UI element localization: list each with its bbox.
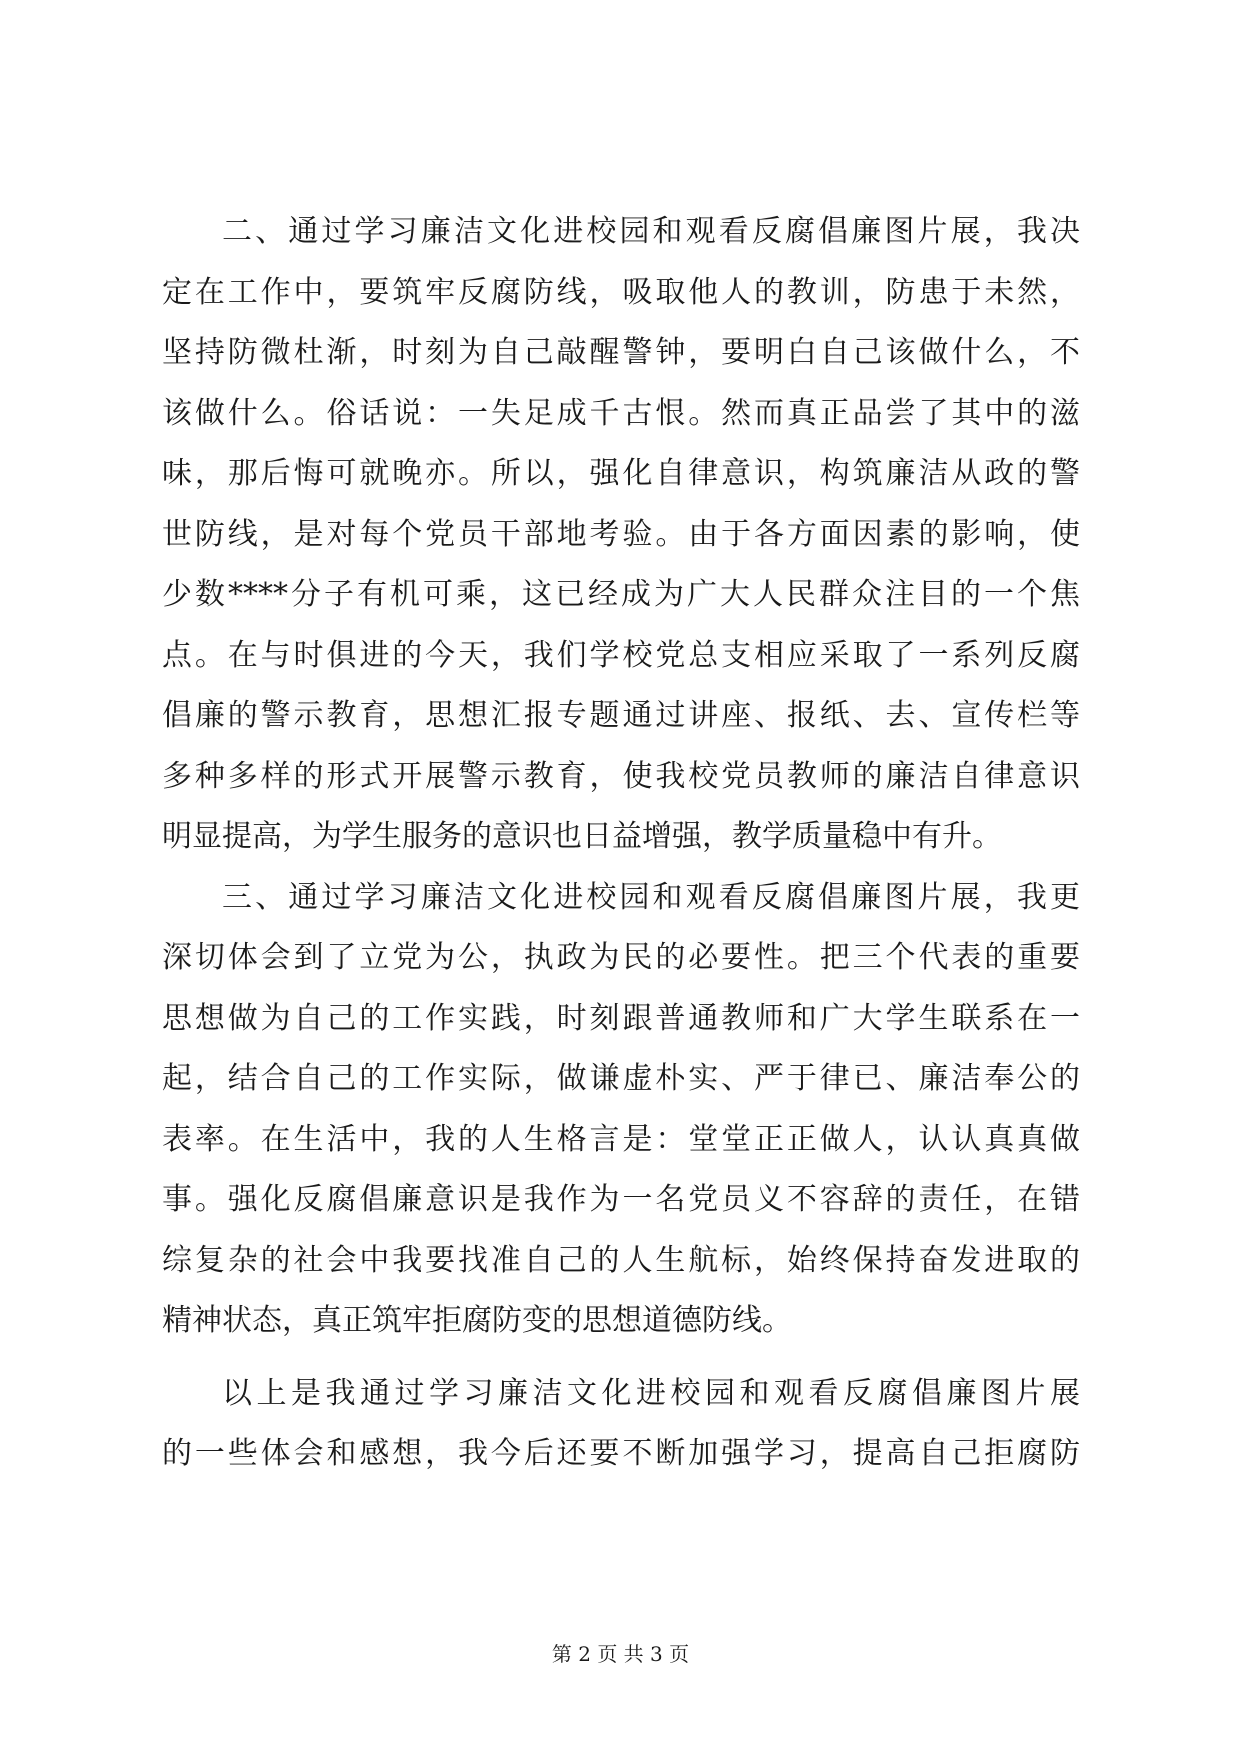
text-line: 味，那后悔可就晚亦。所以，强化自律意识，构筑廉洁从政的警 bbox=[162, 456, 1080, 491]
text-line: 二、通过学习廉洁文化进校园和观看反腐倡廉图片展，我决 bbox=[222, 214, 1080, 249]
text-line: 该做什么。俗话说：一失足成千古恨。然而真正品尝了其中的滋 bbox=[162, 395, 1080, 431]
text-line: 明显提高，为学生服务的意识也日益增强，教学质量稳中有升。 bbox=[162, 819, 1002, 854]
text-line: 倡廉的警示教育，思想汇报专题通过讲座、报纸、去、宣传栏等 bbox=[162, 698, 1080, 733]
text-line: 表率。在生活中，我的人生格言是：堂堂正正做人，认认真真做 bbox=[162, 1121, 1080, 1157]
text-line: 定在工作中，要筑牢反腐防线，吸取他人的教训，防患于未然， bbox=[162, 274, 1080, 310]
text-line: 深切体会到了立党为公，执政为民的必要性。把三个代表的重要 bbox=[162, 940, 1080, 975]
text-line: 三、通过学习廉洁文化进校园和观看反腐倡廉图片展，我更 bbox=[222, 879, 1080, 915]
text-line: 的一些体会和感想，我今后还要不断加强学习，提高自己拒腐防 bbox=[162, 1436, 1080, 1471]
text-line: 思想做为自己的工作实践，时刻跟普通教师和广大学生联系在一 bbox=[162, 1000, 1080, 1036]
text-line: 以上是我通过学习廉洁文化进校园和观看反腐倡廉图片展 bbox=[222, 1375, 1080, 1411]
text-line: 精神状态，真正筑牢拒腐防变的思想道德防线。 bbox=[162, 1303, 792, 1338]
text-line: 坚持防微杜渐，时刻为自己敲醒警钟，要明白自己该做什么，不 bbox=[162, 335, 1080, 370]
page-number-footer: 第 2 页 共 3 页 bbox=[551, 1642, 690, 1666]
text-line: 起，结合自己的工作实际，做谦虚朴实、严于律已、廉洁奉公的 bbox=[162, 1061, 1080, 1096]
paragraph-spacer bbox=[162, 1352, 1080, 1364]
paragraph-3 bbox=[162, 1364, 1080, 1485]
text-line: 少数****分子有机可乘，这已经成为广大人民群众注目的一个焦 bbox=[162, 577, 1080, 612]
paragraph-1 bbox=[162, 202, 1080, 868]
text-line: 综复杂的社会中我要找准自己的人生航标，始终保持奋发进取的 bbox=[162, 1242, 1080, 1278]
document-body bbox=[162, 202, 1080, 1485]
text-line: 世防线，是对每个党员干部地考验。由于各方面因素的影响，使 bbox=[162, 516, 1080, 552]
paragraph-2 bbox=[162, 868, 1080, 1352]
text-line: 点。在与时俱进的今天，我们学校党总支相应采取了一系列反腐 bbox=[162, 637, 1080, 673]
text-line: 多种多样的形式开展警示教育，使我校党员教师的廉洁自律意识 bbox=[162, 758, 1080, 794]
text-line: 事。强化反腐倡廉意识是我作为一名党员义不容辞的责任，在错 bbox=[162, 1182, 1080, 1217]
